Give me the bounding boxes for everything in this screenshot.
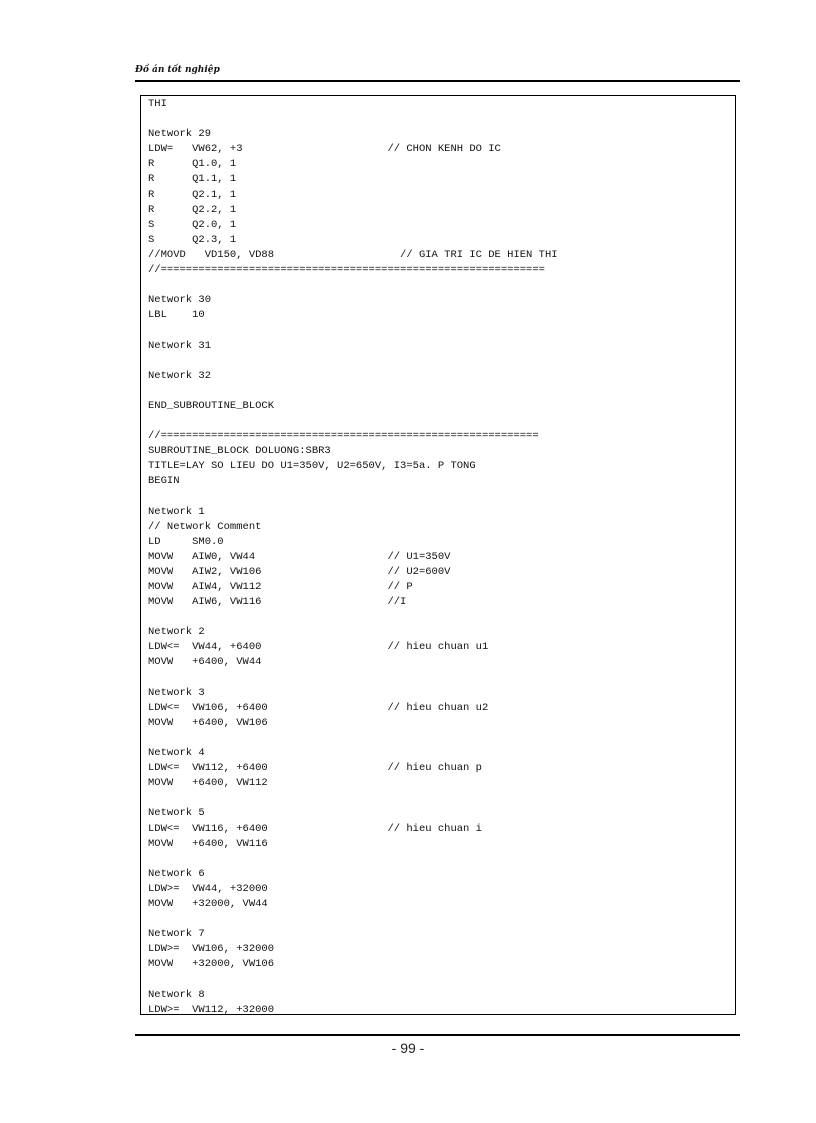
code-line: S Q2.3, 1: [148, 233, 237, 246]
code-line: LDW<= VW44, +6400 // hieu chuan u1: [148, 641, 489, 654]
code-line: LDW>= VW112, +32000: [148, 1003, 275, 1016]
code-line: Network 6: [148, 867, 205, 880]
code-line: MOVW +6400, VW106: [148, 716, 268, 729]
document-header-title: Đồ án tốt nghiệp: [135, 65, 220, 75]
code-line: Network 7: [148, 928, 205, 941]
code-line: Network 8: [148, 988, 205, 1001]
code-line: R Q2.1, 1: [148, 188, 237, 201]
code-line: // Network Comment: [148, 520, 262, 533]
code-line: END_SUBROUTINE_BLOCK: [148, 399, 275, 412]
page-number: - 99 -: [391, 1040, 425, 1056]
code-line: LDW>= VW44, +32000: [148, 882, 268, 895]
code-line: Network 30: [148, 294, 212, 307]
code-line: //=============================================================: [148, 264, 545, 277]
code-line: SUBROUTINE_BLOCK DOLUONG:SBR3: [148, 445, 331, 458]
code-line: Network 4: [148, 747, 205, 760]
code-line: LDW<= VW112, +6400 // hieu chuan p: [148, 762, 482, 775]
code-line: Network 1: [148, 505, 205, 518]
code-line: Network 32: [148, 369, 212, 382]
code-line: R Q2.2, 1: [148, 203, 237, 216]
code-line: LBL 10: [148, 309, 205, 322]
code-line: MOVW +6400, VW116: [148, 837, 268, 850]
footer-divider: [135, 1034, 740, 1036]
code-line: Network 31: [148, 339, 212, 352]
code-line: LD SM0.0: [148, 535, 224, 548]
code-line: R Q1.0, 1: [148, 158, 237, 171]
code-line: MOVW +6400, VW44: [148, 656, 262, 669]
code-line: LDW<= VW116, +6400 // hieu chuan i: [148, 822, 482, 835]
code-line: TITLE=LAY SO LIEU DO U1=350V, U2=650V, I3=5a. P TONG: [148, 460, 476, 473]
code-line: MOVW +32000, VW44: [148, 897, 268, 910]
code-line: MOVW +6400, VW112: [148, 777, 268, 790]
code-line: MOVW AIW6, VW116 //I: [148, 596, 407, 609]
code-line: S Q2.0, 1: [148, 218, 237, 231]
code-line: Network 29: [148, 128, 212, 141]
code-line: LDW= VW62, +3 // CHON KENH DO IC: [148, 143, 501, 156]
header-divider: [135, 80, 740, 82]
code-line: LDW>= VW106, +32000: [148, 943, 275, 956]
code-line: MOVW +32000, VW106: [148, 958, 275, 971]
code-line: R Q1.1, 1: [148, 173, 237, 186]
code-line: Network 3: [148, 686, 205, 699]
code-line: MOVW AIW2, VW106 // U2=600V: [148, 565, 451, 578]
code-line: LDW<= VW106, +6400 // hieu chuan u2: [148, 701, 489, 714]
code-line: BEGIN: [148, 475, 180, 488]
code-line: MOVW AIW0, VW44 // U1=350V: [148, 550, 451, 563]
code-line: Network 2: [148, 626, 205, 639]
code-listing: [148, 97, 558, 1018]
code-listing-box: [140, 95, 736, 1015]
code-line: //============================================================: [148, 430, 539, 443]
code-line: Network 5: [148, 807, 205, 820]
code-line: //MOVD VD150, VD88 // GIA TRI IC DE HIEN THI: [148, 248, 558, 261]
code-line: MOVW AIW4, VW112 // P: [148, 581, 413, 593]
code-line: THI: [148, 98, 167, 110]
